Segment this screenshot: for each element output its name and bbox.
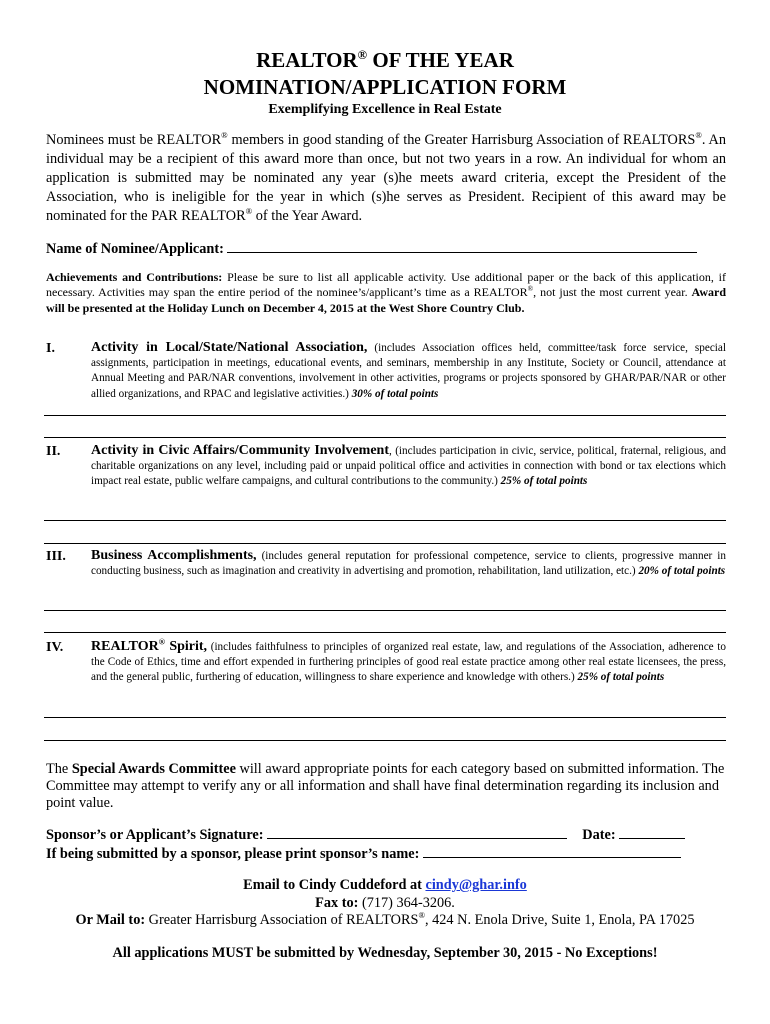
section-heading: Business Accomplishments, [91,548,257,563]
form-title-line1: REALTOR® OF THE YEAR [256,48,514,72]
section-number: I. [46,341,55,356]
answer-line[interactable] [44,740,726,741]
section-local-state-national: Activity in Local/State/National Association, (includes Association offices held, committee/task force service, special assignments, participation in meetings, educational events, and seminars, membership in any Institute, Society or Council, attendance at Annual Meeting and PAR/NAR conventions, involvement in other activities, programs or projects sponsored by GHAR/PAR/NAR or other allied organizations, and RPAC and legislative activities.) 30% of total points [91,340,726,400]
date-field[interactable] [619,824,685,839]
deadline-notice: All applications MUST be submitted by Wednesday, September 30, 2015 - No Exceptions! [112,945,658,961]
section-number: II. [46,444,61,459]
answer-line[interactable] [44,610,726,611]
section-heading: REALTOR® Spirit, [91,637,208,654]
eligibility-paragraph: Nominees must be REALTOR® members in good standing of the Greater Harrisburg Association of REALTORS®. An individual may be a recipient of this award more than once, but not two years in a row. An individual for whom an application is submitted may be nominated any year (s)he meets award criteria, except the President of the Association, who is ineligible for the year in which (s)he serves as President. Recipient of this award may be nominated for the PAR REALTOR® of the Year Award. [46,130,727,224]
section-points: 25% of total points [577,671,665,684]
section-number: III. [46,549,66,564]
form-title-line2: NOMINATION/APPLICATION FORM [203,75,567,99]
answer-line[interactable] [44,632,726,633]
section-heading: Activity in Local/State/National Association, [91,340,368,355]
signature-row [46,824,685,844]
section-civic-affairs: Activity in Civic Affairs/Community Involvement, (includes participation in civic, service, political, fraternal, religious, and charitable organizations on any level, including paid or unpaid political office and activities in connection with bond or tax elections which impact real estate, public welfare campaigns, and cultural contributions to the community.) 25% of total points [91,443,727,488]
form-subtitle: Exemplifying Excellence in Real Estate [268,102,502,117]
section-points: 25% of total points [500,475,588,488]
committee-paragraph: The Special Awards Committee will award appropriate points for each category based on submitted information. The Committee may attempt to verify any or all information and shall have final determination regarding its inclusion and point value. [46,761,725,811]
email-line: Email to Cindy Cuddeford at cindy@ghar.info [243,877,527,893]
award-presentation-note: Award will be presented at the Holiday Lunch on December 4, 2015 at the West Shore Country Club. [46,285,726,315]
section-points: 30% of total points [351,387,439,400]
sponsor-name-label: If being submitted by a sponsor, please print sponsor’s name: [46,846,420,862]
date-label: Date: [582,827,616,843]
section-business-accomplishments: Business Accomplishments, (includes general reputation for professional competence, service to clients, progressive manner in conducting business, such as imagination and creativity in advertising and promotion, rehabilitation, land utilization, etc.) 20% of total points [91,548,726,578]
sponsor-row [46,843,681,863]
answer-line[interactable] [44,543,726,544]
answer-line[interactable] [44,520,726,521]
sponsor-name-field[interactable] [423,843,681,858]
email-link[interactable]: cindy@ghar.info [425,877,527,893]
nominee-name-row [46,238,726,258]
achievements-paragraph: Achievements and Contributions: Please be sure to list all applicable activity. Use additional paper or the back of this application, if necessary. Activities may span the entire period of the nominee’s/applicant’s time as a REALTOR®, not just the most current year. Award will be presented at the Holiday Lunch on December 4, 2015 at the West Shore Country Club. [46,270,726,315]
section-realtor-spirit: REALTOR® Spirit, (includes faithfulness to principles of organized real estate, law, and regulations of the Association, adherence to the Code of Ethics, time and effort expended in furthering principles of good real estate practice among other real estate licensees, the press, and the general public, furthering of education, willingness to share experience and knowledge with others.) 25% of total points [91,637,726,684]
fax-line: Fax to: (717) 364-3206. [315,895,455,911]
answer-line[interactable] [44,717,726,718]
answer-line[interactable] [44,437,726,438]
nominee-name-label: Name of Nominee/Applicant: [46,241,224,257]
section-heading: Activity in Civic Affairs/Community Involvement [91,443,389,458]
signature-label: Sponsor’s or Applicant’s Signature: [46,827,264,843]
nominee-name-field[interactable] [227,238,697,253]
section-points: 20% of total points [638,565,726,578]
section-number: IV. [46,640,64,655]
mail-line: Or Mail to: Greater Harrisburg Association of REALTORS®, 424 N. Enola Drive, Suite 1, Enola, PA 17025 [75,910,695,928]
signature-field[interactable] [267,824,567,839]
answer-line[interactable] [44,415,726,416]
